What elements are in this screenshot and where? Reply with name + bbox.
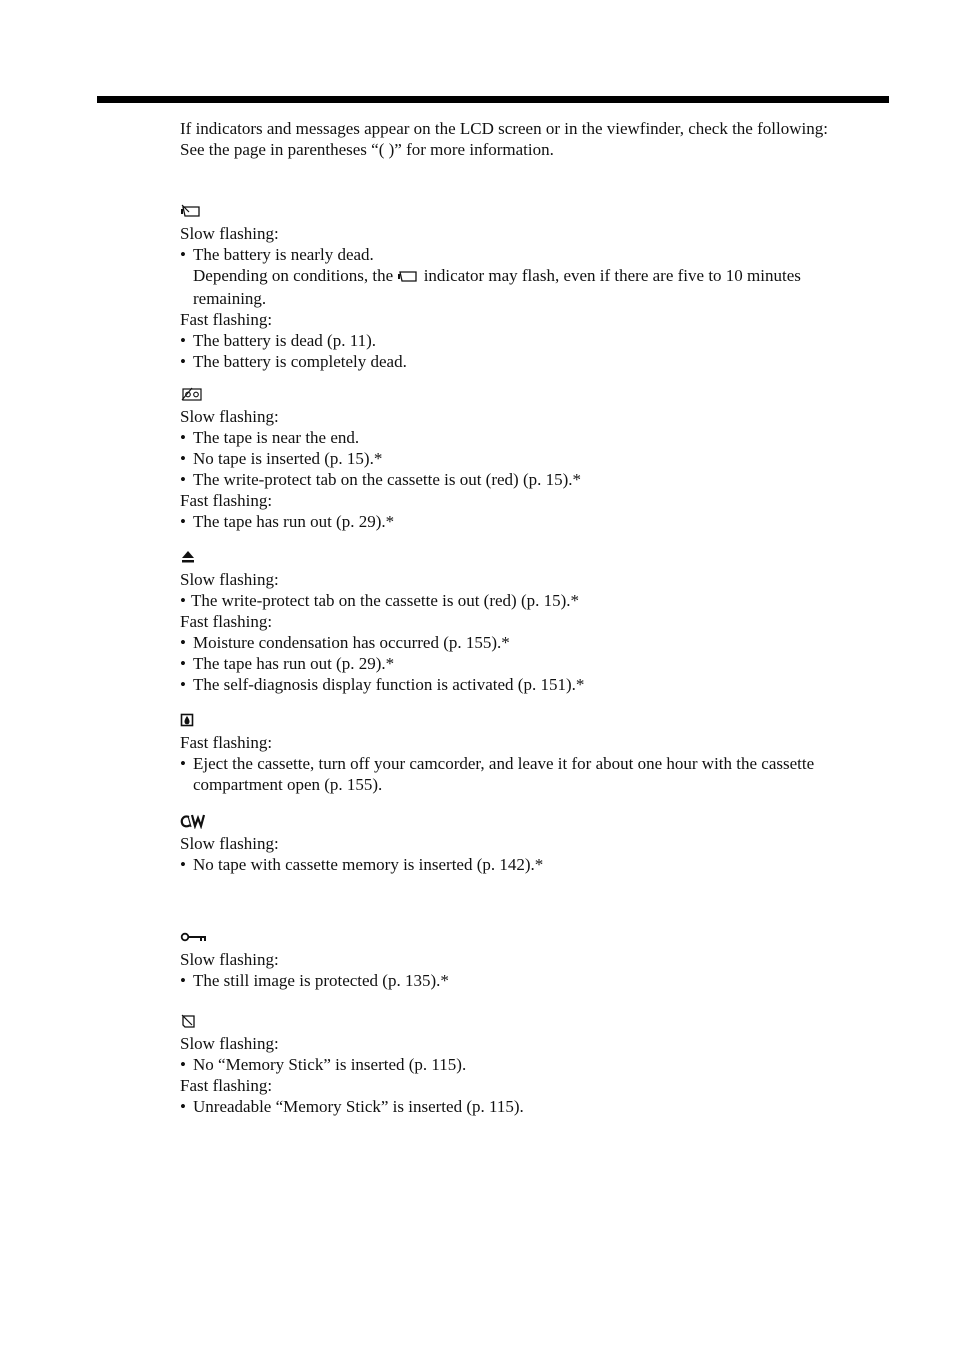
list-item: • The battery is completely dead. [180, 352, 407, 371]
tape-slow-label: Slow flashing: [180, 407, 279, 426]
intro-line-2: See the page in parentheses “( )” for more information. [180, 140, 554, 159]
list-item: • The self-diagnosis display function is activated (p. 151).* [180, 675, 585, 694]
list-item: • The battery is nearly dead. [180, 245, 374, 264]
list-item: • No tape with cassette memory is inserted (p. 142).* [180, 855, 544, 874]
list-item: • The tape has run out (p. 29).* [180, 654, 395, 673]
list-item: • Moisture condensation has occurred (p. 155).* [180, 633, 510, 652]
tape-fast-label: Fast flashing: [180, 491, 273, 510]
battery-slow-label: Slow flashing: [180, 224, 279, 243]
memory-stick-icon [180, 1013, 870, 1033]
main-content [180, 118, 870, 1117]
intro-line-1: If indicators and messages appear on the LCD screen or in the viewfinder, check the following: [180, 119, 828, 138]
battery-fast-label: Fast flashing: [180, 310, 273, 329]
list-item: • The still image is protected (p. 135).* [180, 971, 449, 990]
eject-fast-label: Fast flashing: [180, 612, 273, 631]
memory-stick-fast-label: Fast flashing: [180, 1076, 273, 1095]
cassette-memory-section [180, 813, 870, 875]
memory-stick-slow-label: Slow flashing: [180, 1034, 279, 1053]
list-item: • Unreadable “Memory Stick” is inserted (p. 115). [180, 1097, 524, 1116]
protect-section [180, 929, 870, 991]
battery-inline-icon [397, 267, 419, 288]
battery-icon [180, 203, 870, 223]
list-item: • The write-protect tab on the cassette is out (red) (p. 15).* [180, 470, 582, 489]
tape-section [180, 386, 870, 532]
list-item: • The battery is dead (p. 11). [180, 331, 376, 350]
cassette-memory-slow-label: Slow flashing: [180, 834, 279, 853]
list-item: • The tape is near the end. [180, 428, 360, 447]
intro [180, 118, 870, 160]
list-item: • No “Memory Stick” is inserted (p. 115). [180, 1055, 467, 1074]
eject-icon [180, 549, 870, 569]
list-item-continued: Depending on conditions, the indicator may flash, even if there are five to 10 minutes remaining. [193, 266, 801, 308]
battery-section [180, 203, 870, 372]
moisture-icon [180, 712, 870, 732]
moisture-section [180, 712, 870, 795]
eject-section [180, 549, 870, 695]
key-icon [180, 929, 870, 949]
cassette-memory-icon [180, 813, 870, 833]
list-item: • The write-protect tab on the cassette is out (red) (p. 15).* [180, 591, 580, 610]
eject-slow-label: Slow flashing: [180, 570, 279, 589]
tape-icon [180, 386, 870, 406]
memory-stick-section [180, 1013, 870, 1117]
moisture-fast-label: Fast flashing: [180, 733, 273, 752]
list-item: • No tape is inserted (p. 15).* [180, 449, 383, 468]
protect-slow-label: Slow flashing: [180, 950, 279, 969]
list-item: • The tape has run out (p. 29).* [180, 512, 395, 531]
top-rule [97, 96, 889, 103]
list-item: • Eject the cassette, turn off your camcorder, and leave it for about one hour with the cassette compartment open (p. 155). [180, 754, 815, 794]
